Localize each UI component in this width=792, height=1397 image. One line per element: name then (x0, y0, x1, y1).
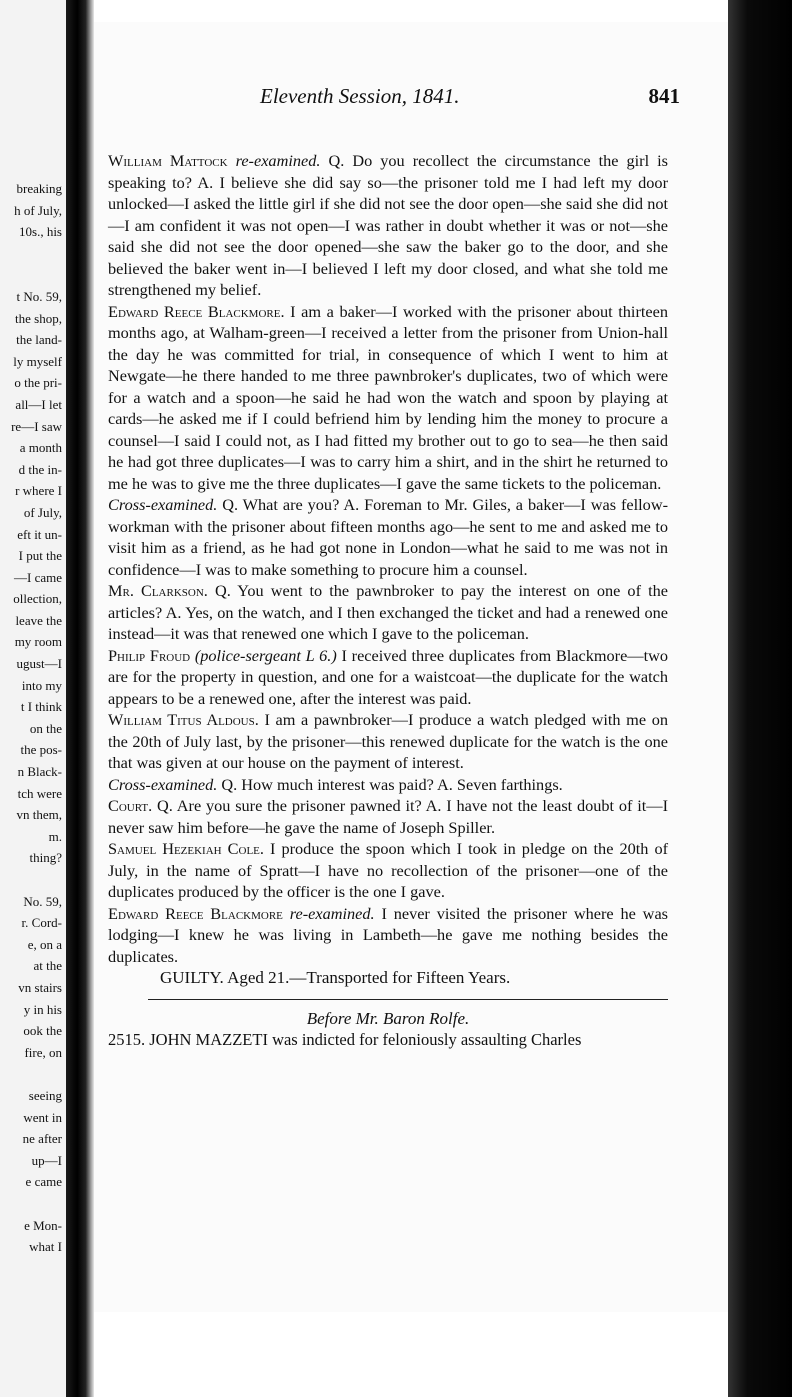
testimony-paragraph (108, 494, 668, 580)
page-body (108, 150, 668, 1051)
examination-note: re-examined. (289, 903, 375, 923)
examination-note: Cross-examined. (108, 774, 218, 794)
left-page-fragment: No. 59, (23, 893, 62, 909)
testimony-text: I am a baker—I worked with the prisoner about thirteen months ago, at Walham-green—I received a letter from the prisoner from Union-hall the day he was committed for trial, in consequence of which I went to him at Newgate—he there handed to me three pawnbroker's duplicates, two of which were for a watch and a spoon—he said he had won the watch and spoon by playing at cards—he asked me if I could befriend him by lending him the money to procure a counsel—I said I could not, as I had fitted my brother out to go to sea—he then said he had got three duplicates—I was to carry him a shirt, and in the shirt he returned to me he was to give me the three duplicates—I gave the same tickets to the policeman. (108, 301, 668, 493)
testimony-paragraph (108, 709, 668, 774)
before-judge: Before Mr. Baron Rolfe. (306, 1008, 470, 1028)
testimony-paragraph (108, 580, 668, 645)
left-page-fragment (0, 264, 66, 286)
left-page-fragment: d the in- (18, 461, 62, 477)
left-page-fragment: seeing (28, 1087, 62, 1103)
testimony-text: I am a pawnbroker—I produce a watch pledged with me on the 20th of July last, by the prisoner—this renewed duplicate for the watch is the one that was given at our house on the payment of interest. (108, 710, 668, 772)
document-page (94, 22, 730, 1312)
testimony-paragraph (108, 774, 668, 796)
left-page-fragment: a month (19, 440, 62, 456)
testimony-text: I never visited the prisoner where he was lodging—I knew he was living in Lambeth—he gave me nothing besides the duplicates. (108, 903, 669, 966)
left-page-fragment: the pos- (20, 742, 62, 758)
speaker-name: Philip Froud (108, 645, 191, 665)
left-page-fragment: my room (14, 634, 62, 650)
testimony-paragraph (108, 150, 668, 301)
left-page-fragment: up—I (31, 1152, 62, 1168)
left-page-fragment: r. Cord- (21, 915, 62, 931)
left-page-fragment: —I came (13, 569, 62, 585)
left-page-fragment: ugust—I (16, 656, 62, 672)
testimony-text: Q. You went to the pawnbroker to pay the interest on one of the articles? A. Yes, on the watch, and I then exchanged the ticket and had a renewed one instead—it was that renewed one which I gave to the policeman. (108, 581, 668, 643)
examination-note: Cross-examined. (108, 495, 218, 514)
testimony-text: I produce the spoon which I took in pledge on the 20th of July, in the name of Spratt—I have no recollection of the prisoner—one of the duplicates produced by the officer is the one I gave. (108, 839, 669, 901)
left-page-fragment: e, on a (27, 936, 62, 952)
left-page-fragment (0, 869, 66, 891)
left-page-fragment: tch were (17, 785, 62, 801)
left-page-fragment: eft it un- (17, 526, 62, 542)
left-page-fragment: breaking (16, 181, 62, 196)
left-page-fragment: y in his (23, 1001, 62, 1017)
left-page-fragment: the land- (16, 332, 62, 348)
section-divider (148, 999, 668, 1000)
speaker-name: Mr. Clarkson. (108, 581, 208, 600)
speaker-name: Edward Reece Blackmore. (108, 301, 285, 321)
speaker-name: Samuel Hezekiah Cole. (108, 839, 264, 858)
testimony-paragraph (108, 645, 668, 710)
testimony-paragraph (108, 838, 668, 903)
left-page-fragment: e came (25, 1174, 62, 1190)
left-page-fragment: t I think (20, 699, 62, 715)
left-page-fragment: 10s., his (19, 224, 62, 240)
testimony-paragraphs (108, 150, 668, 967)
left-page-fragment (0, 243, 66, 265)
left-page-fragment (0, 1063, 66, 1085)
running-title: Eleventh Session, 1841. (260, 84, 460, 108)
left-page-fragment: h of July, (14, 202, 62, 218)
left-page-fragment: n Black- (17, 764, 62, 780)
left-page-fragment: r where I (15, 483, 62, 499)
verdict: GUILTY. Aged 21.—Transported for Fifteen Years. (160, 968, 511, 987)
speaker-name: William Mattock (108, 151, 228, 170)
left-page-fragment: on the (29, 720, 62, 736)
left-page-fragment: t No. 59, (16, 288, 62, 304)
left-page-fragment: o the pri- (14, 375, 62, 391)
left-page-fragment: thing? (29, 850, 62, 866)
left-page-fragment: vn them, (16, 807, 62, 823)
left-facing-page (0, 0, 66, 1397)
testimony-paragraph (108, 795, 668, 838)
book-gutter (66, 0, 94, 1397)
left-page-fragment: the shop, (15, 310, 62, 326)
left-page-fragment: I put the (18, 548, 62, 564)
examination-note: (police-sergeant L 6.) (194, 645, 337, 665)
testimony-text: Q. What are you? A. Foreman to Mr. Giles, a baker—I was fellow-workman with the prisoner about fifteen months ago—he sent to me and asked me to visit him as a friend, as he had got none in London—what he said to me was not in confidence—I was to make something to procure him a counsel. (108, 495, 668, 579)
left-page-fragment: of July, (23, 504, 62, 520)
left-page-fragment (0, 1193, 66, 1215)
examination-note: re-examined. (235, 151, 321, 170)
testimony-paragraph (108, 301, 668, 495)
left-page-fragment: re—I saw (11, 418, 62, 434)
left-page-fragment: e Mon- (24, 1217, 62, 1233)
testimony-text: Q. Do you recollect the circumstance the girl is speaking to? A. I believe she did say so—the prisoner told me I had left my door unlocked—I asked the little girl if she did not see the door open—she said she did not—I am confident it was not open—I was rather in doubt whether it was or not—she said she did not see the door opened—she saw the baker go to the door, and she believed the baker went in—I believed I left my door closed, and what she told me strengthened my belief. (108, 151, 668, 299)
left-page-fragment: leave the (15, 612, 62, 628)
left-page-fragment: what I (29, 1239, 62, 1255)
testimony-text: Q. Are you sure the prisoner pawned it? A. I have not the least doubt of it—I never saw him before—he gave the name of Joseph Spiller. (108, 796, 668, 837)
left-page-fragment: vn stairs (18, 979, 62, 995)
left-page-fragment: m. (48, 828, 62, 844)
left-page-fragment: at the (33, 958, 62, 974)
left-page-fragment: ne after (22, 1131, 62, 1147)
page-header (94, 84, 730, 114)
scan-dark-edge (728, 0, 792, 1397)
left-page-fragment: ly myself (13, 353, 62, 369)
speaker-name: Court. (108, 796, 153, 815)
testimony-paragraph (108, 903, 668, 968)
left-page-fragment: fire, on (24, 1044, 62, 1060)
left-page-fragment: into my (21, 677, 62, 693)
left-page-fragment: went in (23, 1109, 62, 1125)
next-case-indictment: 2515. JOHN MAZZETI was indicted for feloniously assaulting Charles (108, 1030, 582, 1049)
testimony-text: Q. How much interest was paid? A. Seven farthings. (221, 774, 563, 794)
left-page-text-fragments (0, 178, 66, 1258)
left-page-fragment: ook the (23, 1023, 62, 1039)
left-page-fragment: ollection, (13, 591, 62, 607)
left-page-fragment: all—I let (15, 396, 62, 412)
testimony-text: I received three duplicates from Blackmore—two are for the property in question, and one for a waistcoat—the duplicate for the watch appears to be a renewed one, after the interest was paid. (108, 645, 669, 708)
speaker-name: Edward Reece Blackmore (108, 903, 283, 923)
speaker-name: William Titus Aldous. (108, 710, 259, 729)
page-number: 841 (648, 84, 680, 108)
